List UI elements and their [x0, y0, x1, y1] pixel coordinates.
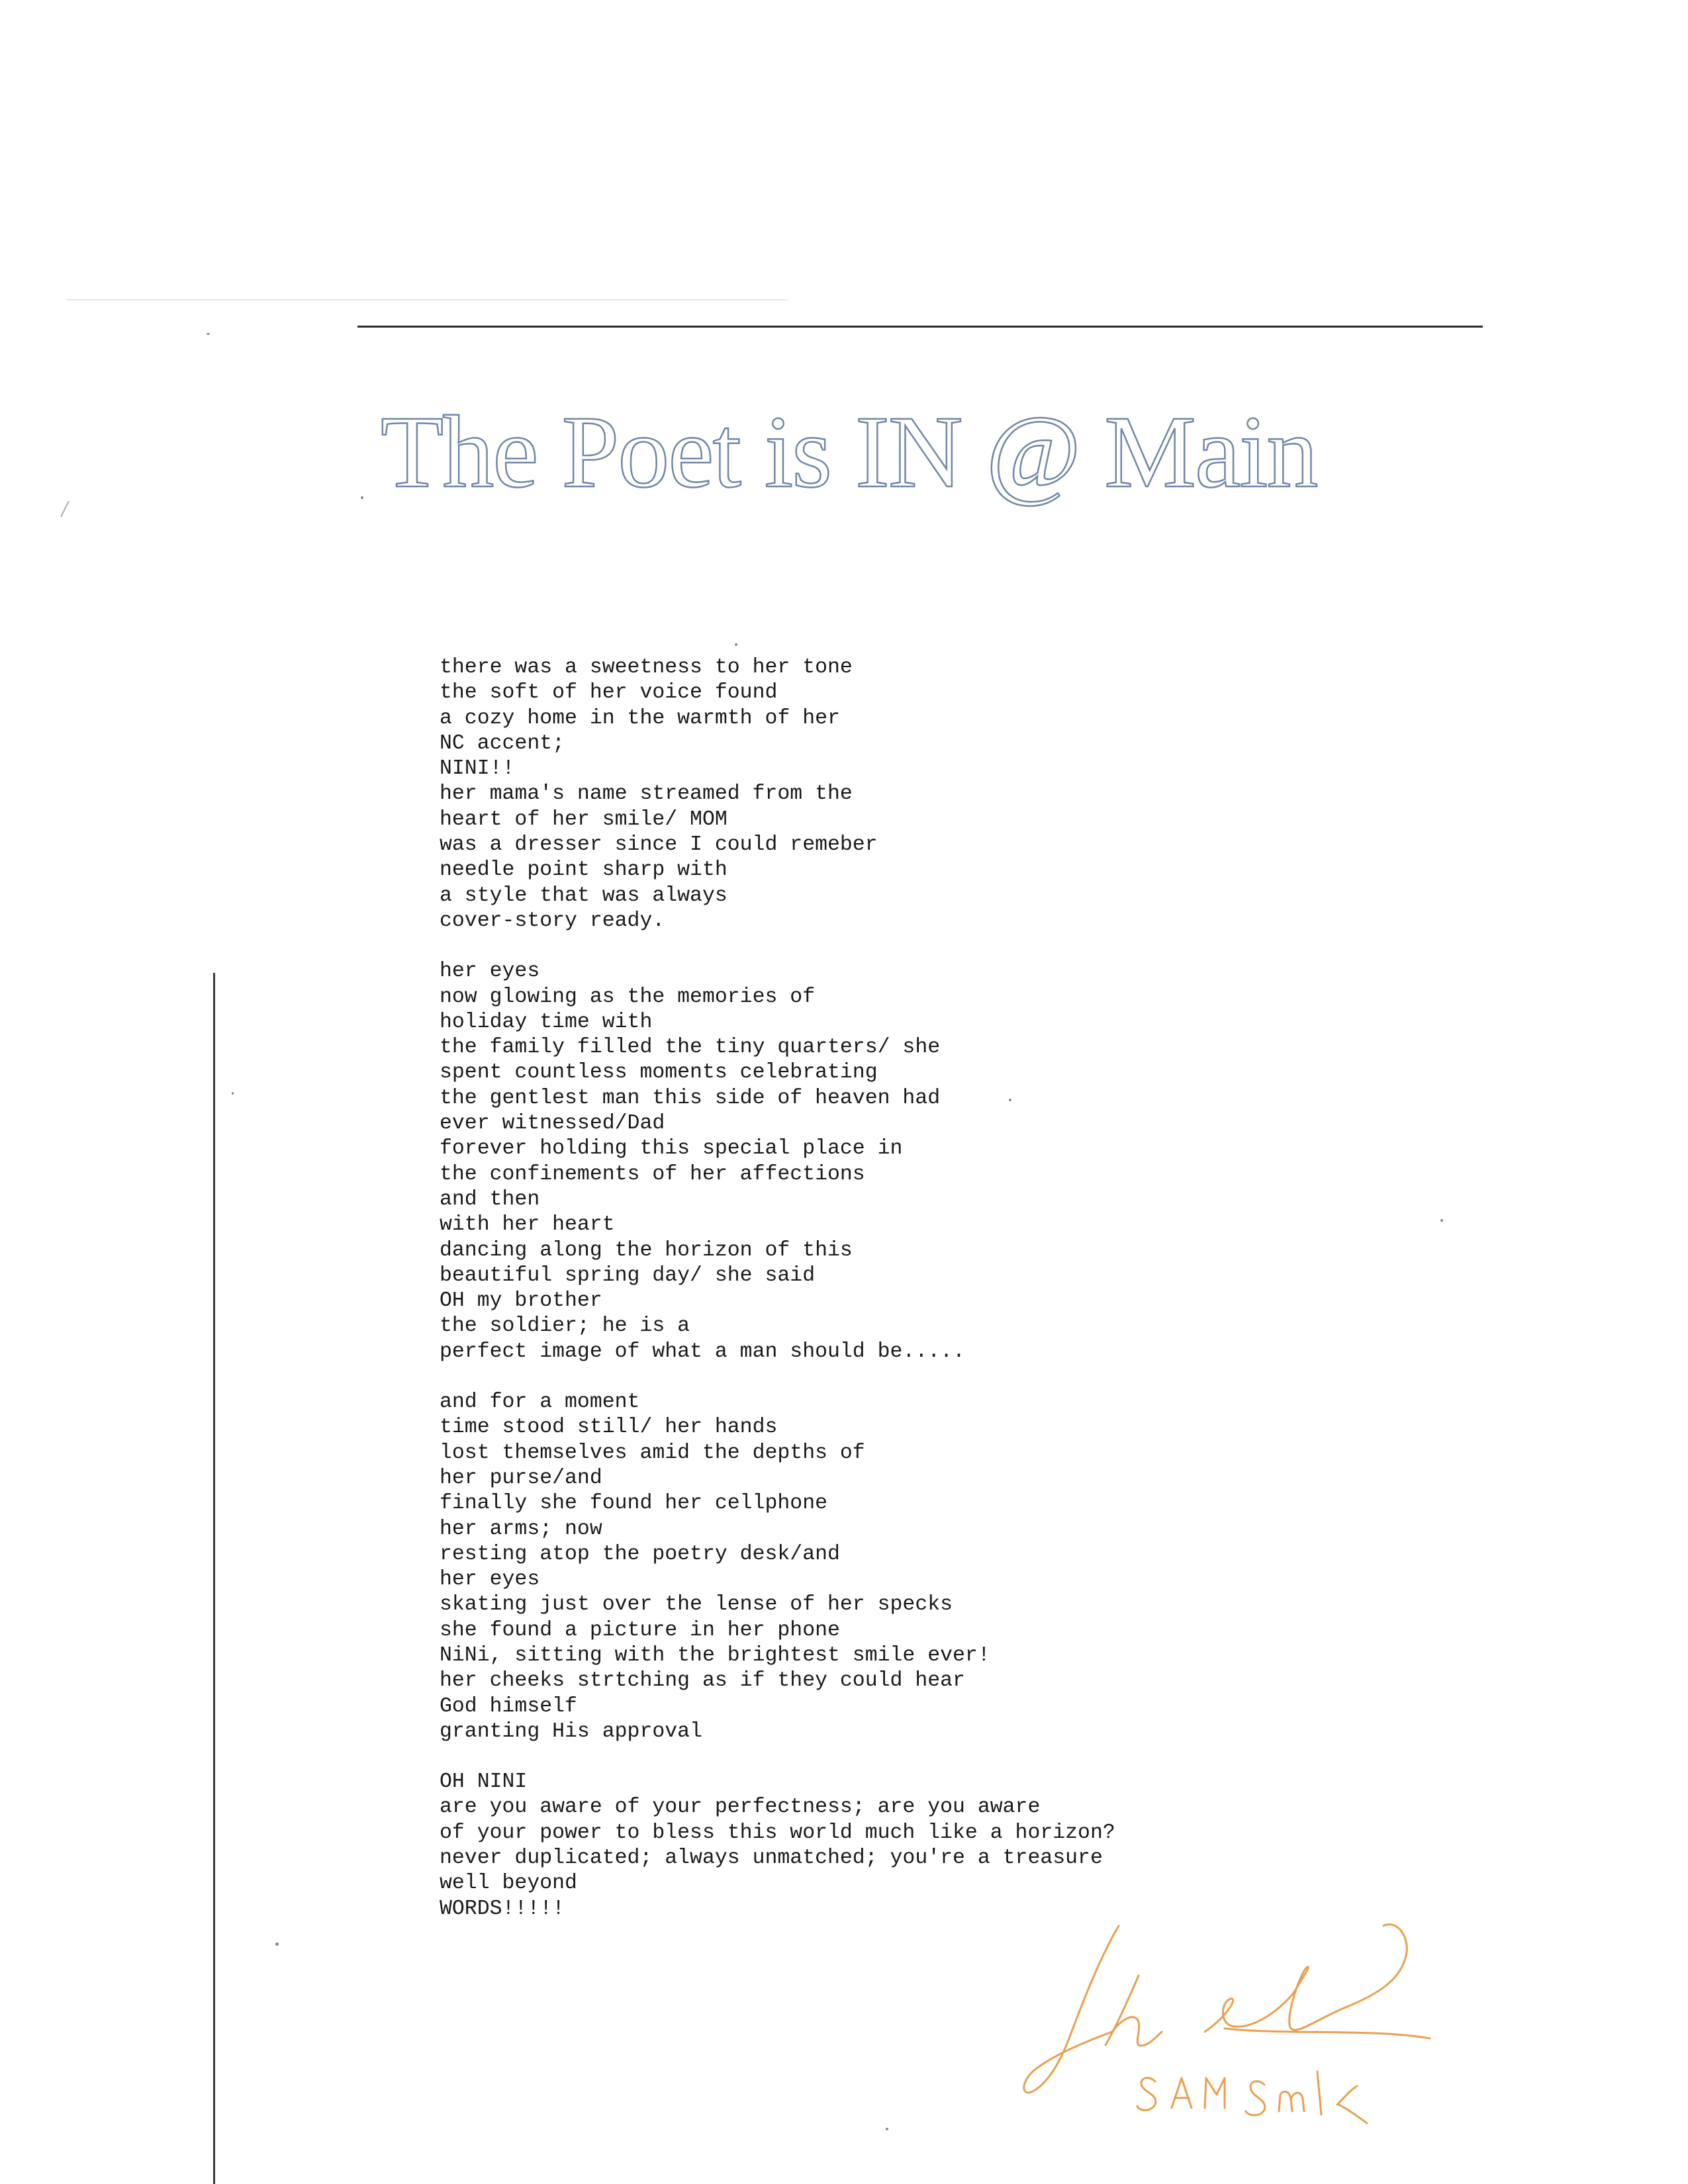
poem-line: skating just over the lense of her specks: [440, 1593, 953, 1617]
poem-line: heart of her smile/ MOM: [440, 807, 727, 831]
poem-line: the family filled the tiny quarters/ she: [440, 1036, 941, 1060]
top-rule: [357, 326, 1483, 328]
scan-speck: [1440, 1219, 1443, 1222]
poem-stanza: [440, 1390, 1432, 1745]
poem-stanza: [440, 1770, 1432, 1922]
poem-line: needle point sharp with: [440, 858, 727, 882]
poem-line: finally she found her cellphone: [440, 1492, 827, 1516]
poem-stanza: [440, 655, 1432, 934]
poem-line: now glowing as the memories of: [440, 985, 816, 1009]
poem-line: NINI!!: [440, 757, 515, 781]
poem-line: lost themselves amid the depths of: [440, 1441, 865, 1465]
poem-line: her eyes: [440, 960, 540, 983]
poem-line: NiNi, sitting with the brightest smile ever!: [440, 1643, 990, 1667]
page-title: The Poet is IN @ Main: [381, 394, 1317, 509]
poem-line: holiday time with: [440, 1010, 653, 1034]
poem-line: a style that was always: [440, 884, 727, 907]
poem-line: the soft of her voice found: [440, 681, 778, 705]
poem-line: a cozy home in the warmth of her: [440, 706, 840, 730]
poem-line: well beyond: [440, 1872, 577, 1895]
poem-line: time stood still/ her hands: [440, 1416, 778, 1439]
faint-top-rule: [66, 299, 788, 300]
scan-mark: [58, 500, 71, 520]
poem-line: and for a moment: [440, 1390, 640, 1414]
poem-line: NC accent;: [440, 731, 565, 755]
poem-line: WORDS!!!!!: [440, 1897, 565, 1921]
poem-line: cover-story ready.: [440, 909, 665, 933]
scan-speck: [232, 1092, 234, 1095]
poem-line: her arms; now: [440, 1517, 602, 1541]
poem-line: her cheeks strtching as if they could hear: [440, 1669, 965, 1693]
poem-line: OH my brother: [440, 1289, 602, 1313]
poem-line: spent countless moments celebrating: [440, 1061, 878, 1085]
poem-line: perfect image of what a man should be.....: [440, 1340, 965, 1363]
poem-line: she found a picture in her phone: [440, 1618, 840, 1642]
poem-line: the gentlest man this side of heaven had: [440, 1086, 941, 1110]
poem-line: her mama's name streamed from the: [440, 782, 853, 806]
poem-line: and then: [440, 1187, 540, 1211]
poem-line: there was a sweetness to her tone: [440, 656, 853, 679]
poem-line: the confinements of her affections: [440, 1162, 865, 1186]
left-margin-line: [213, 973, 215, 2184]
poem-line: her eyes: [440, 1568, 540, 1592]
poem-body: [440, 655, 1432, 1947]
poem-line: her purse/and: [440, 1466, 602, 1490]
poem-line: never duplicated; always unmatched; you're a treasure: [440, 1846, 1103, 1870]
poem-line: are you aware of your perfectness; are you aware: [440, 1796, 1041, 1819]
scan-speck: [886, 2128, 888, 2130]
signature-image: [1006, 1913, 1483, 2138]
poem-line: of your power to bless this world much like a horizon?: [440, 1821, 1115, 1844]
poem-line: ever witnessed/Dad: [440, 1112, 665, 1136]
poem-line: granting His approval: [440, 1719, 702, 1743]
scan-speck: [207, 333, 210, 335]
poem-line: God himself: [440, 1694, 577, 1718]
scan-speck: [361, 496, 363, 499]
poem-line: resting atop the poetry desk/and: [440, 1542, 840, 1566]
scan-speck: [735, 643, 737, 646]
poem-stanza: [440, 959, 1432, 1365]
scan-speck: [1009, 1099, 1011, 1101]
poem-line: beautiful spring day/ she said: [440, 1263, 816, 1287]
poem-line: forever holding this special place in: [440, 1137, 903, 1161]
poem-line: dancing along the horizon of this: [440, 1238, 853, 1262]
scan-speck: [275, 1942, 279, 1946]
poem-line: was a dresser since I could remeber: [440, 833, 878, 857]
poem-line: OH NINI: [440, 1770, 528, 1794]
poem-line: the soldier; he is a: [440, 1314, 690, 1338]
poem-line: with her heart: [440, 1213, 615, 1237]
